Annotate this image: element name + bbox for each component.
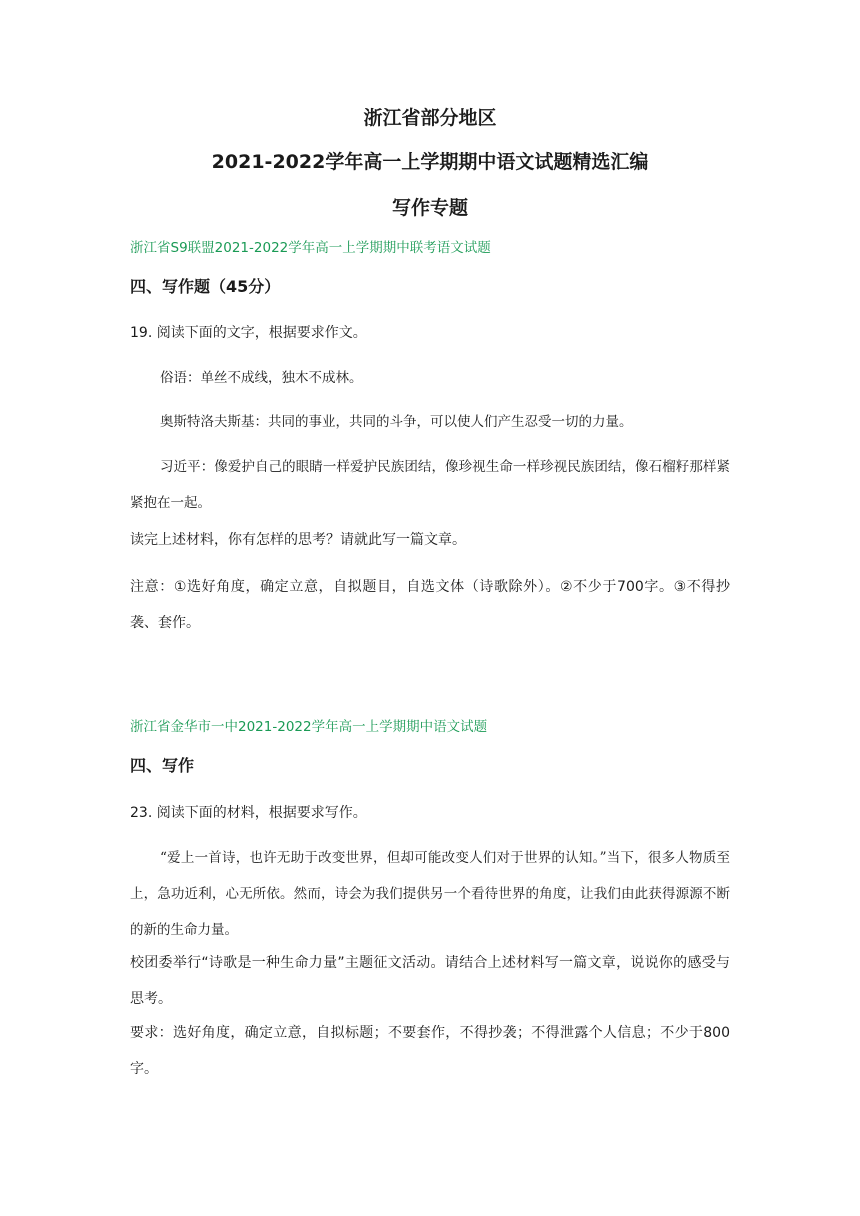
source-line-2: 浙江省金华市一中2021-2022学年高一上学期期中语文试题 [130, 719, 488, 735]
quote-ostrovsky: 奥斯特洛夫斯基：共同的事业，共同的斗争，可以使人们产生忍受一切的力量。 [160, 414, 633, 430]
prompt-1: 读完上述材料，你有怎样的思考？请就此写一篇文章。 [130, 532, 466, 548]
question-23: 23. 阅读下面的材料，根据要求写作。 [130, 805, 367, 821]
note-1: 注意：①选好角度，确定立意，自拟题目，自选文体（诗歌除外）。②不少于700字。③不得抄袭、套作。 [130, 579, 730, 631]
question-19: 19. 阅读下面的文字，根据要求作文。 [130, 325, 367, 341]
doc-title-main: 2021-2022学年高一上学期期中语文试题精选汇编 [211, 151, 649, 173]
requirement-2: 要求：选好角度，确定立意，自拟标题；不要套作，不得抄袭；不得泄露个人信息；不少于800字。 [130, 1025, 730, 1077]
material-2: “爱上一首诗，也许无助于改变世界，但却可能改变人们对于世界的认知。”当下，很多人物质至上，急功近利，心无所依。然而，诗会为我们提供另一个看待世界的角度，让我们由此获得源源不断的新的生命力量。 [130, 850, 730, 938]
task-2: 校团委举行“诗歌是一种生命力量”主题征文活动。请结合上述材料写一篇文章，说说你的感受与思考。 [130, 955, 730, 1007]
section-heading-1: 四、写作题（45分） [130, 277, 281, 296]
section-heading-2: 四、写作 [130, 756, 195, 775]
quote-xi: 习近平：像爱护自己的眼睛一样爱护民族团结，像珍视生命一样珍视民族团结，像石榴籽那样紧紧抱在一起。 [130, 459, 730, 511]
doc-title-topic: 写作专题 [391, 197, 468, 219]
doc-title-region: 浙江省部分地区 [363, 107, 497, 129]
quote-proverb: 俗语：单丝不成线，独木不成林。 [160, 370, 363, 386]
source-line-1: 浙江省S9联盟2021-2022学年高一上学期期中联考语文试题 [130, 240, 491, 256]
